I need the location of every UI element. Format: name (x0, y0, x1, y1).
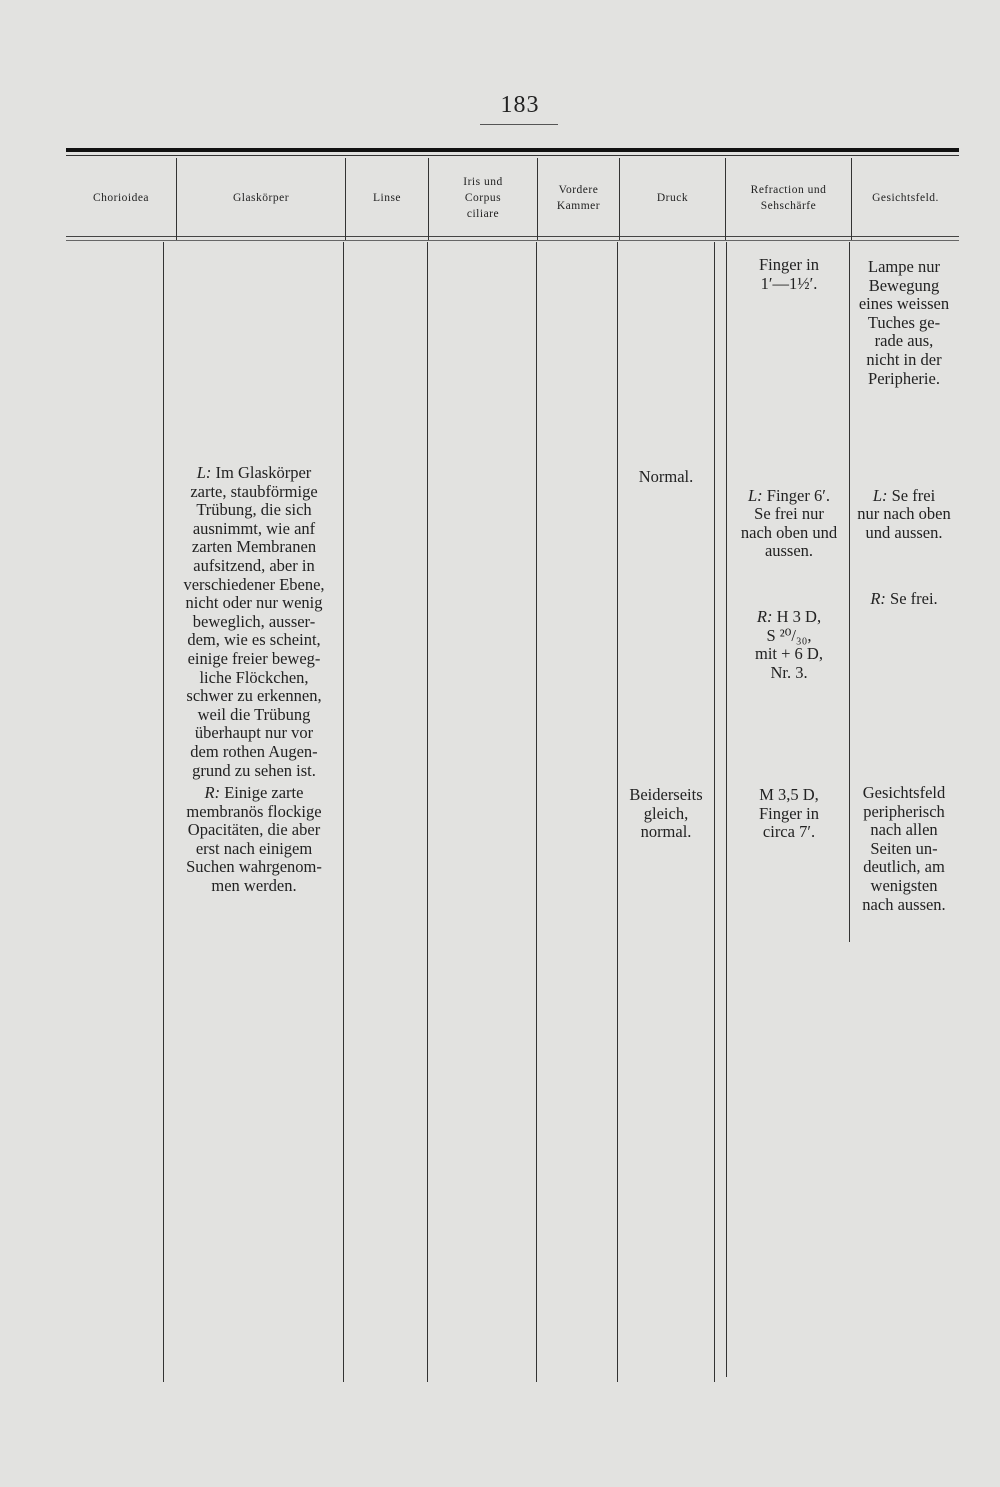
column-divider (343, 242, 344, 1382)
table-top-rule-thin (66, 155, 959, 156)
column-divider (163, 242, 164, 1382)
eye-label-right: R: (870, 588, 886, 608)
header-iris: Iris und Corpus ciliare (463, 176, 503, 220)
eye-label-left: L: (872, 485, 888, 505)
column-divider (427, 242, 428, 1382)
refraction-left-eye (727, 487, 851, 561)
row2-druck: Normal. (638, 467, 694, 486)
header-druck: Druck (656, 192, 689, 204)
eye-label-right: R: (204, 783, 221, 802)
row3-glaskoerper (165, 784, 343, 896)
refraction-right-text: H 3 D, S ²⁰/₃₀, mit + 6 D, Nr. 3. (755, 607, 823, 682)
eye-label-right: R: (756, 607, 773, 627)
table-header-rule-lower (66, 240, 959, 241)
glaskoerper-text: Im Glaskörper zarte, staubförmige Trübung, die sich ausnimmt, wie anf zarten Membranen aufsitzend, aber in verschiedener Ebene, nicht oder nur wenig beweglich, ausser- dem, wie es scheint, einige freier beweg- liche Flöckchen, schwer zu erkennen, weil die Trübung überhaupt nur vor dem rothen Augen- grund zu sehen ist. (183, 463, 325, 780)
gesichtsfeld-right-eye (850, 590, 958, 609)
eye-label-left: L: (748, 485, 763, 505)
row2-refraction (727, 468, 851, 701)
header-chorioidea: Chorioidea (92, 192, 150, 204)
table-header-rule (66, 236, 959, 237)
gesichtsfeld-right-text: Se frei. (885, 588, 938, 608)
row2-gesichtsfeld (850, 468, 958, 627)
row1-gesichtsfeld: Lampe nur Bewegung eines weissen Tuches ge- rade aus, nicht in der Peripherie. (858, 257, 950, 388)
refraction-left-text: Finger 6′. Se frei nur nach oben und aussen. (740, 485, 838, 561)
row3-refraction: M 3,5 D, Finger in circa 7′. (758, 785, 820, 842)
header-gesichtsfeld: Gesichtsfeld. (872, 192, 939, 204)
header-linse: Linse (372, 192, 402, 204)
table-top-rule (66, 148, 959, 152)
row3-gesichtsfeld: Gesichtsfeld peripherisch nach allen Seiten un- deutlich, am wenigsten nach aussen. (862, 783, 946, 914)
header-glaskoerper: Glaskörper (232, 192, 290, 204)
column-divider (536, 242, 537, 1382)
eye-label-left: L: (196, 463, 212, 482)
page-number-rule (480, 124, 558, 125)
glaskoerper-text: Einige zarte membranös flockige Opacitäten, die aber erst nach einigem Suchen wahrgenom- men werden. (186, 783, 322, 895)
page-number: 183 (500, 92, 540, 118)
gesichtsfeld-left-eye (850, 487, 958, 543)
header-refraction: Refraction und Sehschärfe (750, 184, 827, 212)
row3-druck: Beiderseits gleich, normal. (629, 785, 703, 842)
row2-glaskoerper (165, 464, 343, 780)
column-divider (714, 242, 715, 1382)
refraction-right-eye (727, 608, 851, 682)
gesichtsfeld-left-text: Se frei nur nach oben und aussen. (857, 485, 951, 542)
row1-refraction: Finger in 1′—1½′. (758, 255, 820, 293)
header-vordere-kammer: Vordere Kammer (556, 184, 601, 212)
